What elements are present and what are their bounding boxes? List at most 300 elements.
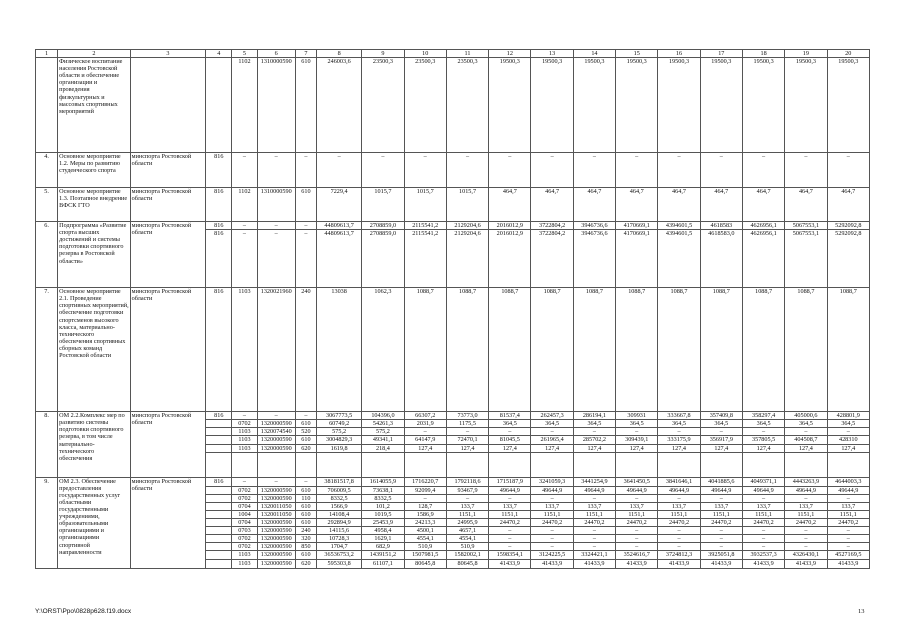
grbs-code-cell: 816 bbox=[206, 230, 232, 288]
section-code-cell: 1103 bbox=[232, 288, 257, 412]
responsible-executor-cell bbox=[130, 58, 206, 153]
amount-cell: 133,7 bbox=[446, 502, 488, 510]
table-row bbox=[36, 477, 870, 486]
amount-cell: 41433,9 bbox=[785, 560, 827, 569]
column-header: 10 bbox=[404, 50, 446, 58]
amount-cell: – bbox=[827, 543, 869, 551]
expense-type-code-cell: 110 bbox=[295, 494, 316, 502]
column-header: 17 bbox=[700, 50, 742, 58]
target-article-code-cell: 1320000590 bbox=[257, 560, 295, 569]
amount-cell: 24470,2 bbox=[531, 519, 573, 527]
expense-type-code-cell: 610 bbox=[295, 502, 316, 510]
amount-cell bbox=[316, 452, 361, 477]
program-name-cell: Физическое воспитание населения Ростовской области и обеспечение организации и проведения физкультурных и массовых спортивных мероприятий bbox=[58, 58, 131, 153]
amount-cell: – bbox=[489, 527, 531, 535]
amount-cell: – bbox=[616, 543, 658, 551]
amount-cell: 13038 bbox=[316, 288, 361, 412]
expense-type-code-cell: 520 bbox=[295, 428, 316, 436]
amount-cell: 133,7 bbox=[700, 502, 742, 510]
amount-cell: 19500,3 bbox=[785, 58, 827, 153]
amount-cell: 24470,2 bbox=[827, 519, 869, 527]
target-article-code-cell: 1320000590 bbox=[257, 519, 295, 527]
amount-cell: – bbox=[700, 494, 742, 502]
amount-cell: 510,9 bbox=[404, 543, 446, 551]
expense-type-code-cell: 240 bbox=[295, 527, 316, 535]
amount-cell: 61107,1 bbox=[362, 560, 404, 569]
amount-cell: 49644,9 bbox=[531, 486, 573, 494]
expense-type-code-cell: 240 bbox=[295, 288, 316, 412]
amount-cell: 358297,4 bbox=[742, 412, 784, 420]
section-code-cell: 0703 bbox=[232, 527, 257, 535]
amount-cell: 54261,3 bbox=[362, 420, 404, 428]
amount-cell: 133,7 bbox=[573, 502, 615, 510]
amount-cell: 133,7 bbox=[616, 502, 658, 510]
amount-cell: – bbox=[827, 494, 869, 502]
amount-cell: 1586,9 bbox=[404, 510, 446, 518]
target-article-code-cell: 1310000590 bbox=[257, 58, 295, 153]
amount-cell: 4326430,1 bbox=[785, 551, 827, 560]
section-code-cell: 1103 bbox=[232, 551, 257, 560]
amount-cell: 262457,3 bbox=[531, 412, 573, 420]
amount-cell: 464,7 bbox=[658, 188, 700, 222]
amount-cell: 595303,8 bbox=[316, 560, 361, 569]
amount-cell: 1088,7 bbox=[573, 288, 615, 412]
amount-cell: 1175,5 bbox=[446, 420, 488, 428]
amount-cell: 101,2 bbox=[362, 502, 404, 510]
amount-cell: 81537,4 bbox=[489, 412, 531, 420]
amount-cell: 1792118,6 bbox=[446, 477, 488, 486]
program-name-cell: Подпрограмма «Развитие спорта высших достижений и системы подготовки спортивного резерва в Ростовской области» bbox=[58, 222, 131, 288]
amount-cell: – bbox=[827, 428, 869, 436]
section-code-cell: – bbox=[232, 230, 257, 288]
amount-cell: 19500,3 bbox=[489, 58, 531, 153]
column-header: 19 bbox=[785, 50, 827, 58]
amount-cell: 41433,9 bbox=[573, 560, 615, 569]
grbs-code-cell bbox=[206, 519, 232, 527]
amount-cell: 73773,0 bbox=[446, 412, 488, 420]
amount-cell: 5067553,1 bbox=[785, 230, 827, 288]
responsible-executor-cell: минспорта Ростовской области bbox=[130, 288, 206, 412]
amount-cell: – bbox=[489, 535, 531, 543]
amount-cell: 2708859,0 bbox=[362, 230, 404, 288]
expense-type-code-cell: 610 bbox=[295, 486, 316, 494]
amount-cell: 127,4 bbox=[742, 444, 784, 452]
column-header: 4 bbox=[206, 50, 232, 58]
amount-cell: 1151,1 bbox=[446, 510, 488, 518]
program-name-cell: ОМ 2.2.Комплекс мер по развитию системы подготовки спортивного резерва, в том числе материально-технического обеспечения bbox=[58, 412, 131, 477]
amount-cell: – bbox=[531, 535, 573, 543]
column-header: 8 bbox=[316, 50, 361, 58]
amount-cell: 1088,7 bbox=[700, 288, 742, 412]
amount-cell: 1088,7 bbox=[785, 288, 827, 412]
amount-cell: 133,7 bbox=[742, 502, 784, 510]
expense-type-code-cell: 610 bbox=[295, 510, 316, 518]
amount-cell: 682,9 bbox=[362, 543, 404, 551]
amount-cell: – bbox=[573, 543, 615, 551]
amount-cell: 49644,9 bbox=[489, 486, 531, 494]
program-name-cell: Основное мероприятие 1.3. Поэтапное внедрение ВФСК ГТО bbox=[58, 188, 131, 222]
section-code-cell: 1103 bbox=[232, 428, 257, 436]
column-header: 20 bbox=[827, 50, 869, 58]
amount-cell: 333667,8 bbox=[658, 412, 700, 420]
amount-cell: – bbox=[658, 527, 700, 535]
grbs-code-cell bbox=[206, 58, 232, 153]
amount-cell: 80645,8 bbox=[404, 560, 446, 569]
amount-cell: 292894,9 bbox=[316, 519, 361, 527]
grbs-code-cell bbox=[206, 486, 232, 494]
amount-cell: 2129204,6 bbox=[446, 230, 488, 288]
amount-cell: – bbox=[531, 428, 573, 436]
amount-cell: 1088,7 bbox=[489, 288, 531, 412]
amount-cell: 133,7 bbox=[658, 502, 700, 510]
amount-cell: 356917,9 bbox=[700, 436, 742, 444]
amount-cell: 4618583,0 bbox=[700, 230, 742, 288]
amount-cell: 3722804,2 bbox=[531, 222, 573, 230]
amount-cell: 1439151,2 bbox=[362, 551, 404, 560]
amount-cell: – bbox=[742, 527, 784, 535]
amount-cell: 464,7 bbox=[489, 188, 531, 222]
amount-cell: 19500,3 bbox=[531, 58, 573, 153]
column-header: 1 bbox=[36, 50, 58, 58]
amount-cell: 41433,9 bbox=[700, 560, 742, 569]
amount-cell: – bbox=[489, 153, 531, 188]
section-code-cell: 1102 bbox=[232, 58, 257, 153]
grbs-code-cell bbox=[206, 510, 232, 518]
expense-type-code-cell: 610 bbox=[295, 551, 316, 560]
amount-cell: 23500,3 bbox=[404, 58, 446, 153]
amount-cell: – bbox=[616, 494, 658, 502]
section-code-cell: – bbox=[232, 153, 257, 188]
amount-cell: 24995,9 bbox=[446, 519, 488, 527]
amount-cell: 93467,9 bbox=[446, 486, 488, 494]
target-article-code-cell: 1320000590 bbox=[257, 543, 295, 551]
amount-cell: 510,9 bbox=[446, 543, 488, 551]
row-number-cell: 9. bbox=[36, 477, 58, 569]
amount-cell: 4170669,1 bbox=[616, 230, 658, 288]
grbs-code-cell bbox=[206, 436, 232, 444]
amount-cell: 19500,3 bbox=[700, 58, 742, 153]
target-article-code-cell: 1320000590 bbox=[257, 444, 295, 452]
amount-cell bbox=[742, 452, 784, 477]
amount-cell: – bbox=[742, 153, 784, 188]
program-name-cell: ОМ 2.3. Обеспечение предоставления государственных услуг областными государственными учреждениями, образовательными организациями и организациями спортивной направленности bbox=[58, 477, 131, 569]
amount-cell: 309439,1 bbox=[616, 436, 658, 444]
amount-cell: 285702,2 bbox=[573, 436, 615, 444]
amount-cell: 2016012,9 bbox=[489, 230, 531, 288]
amount-cell: 3932537,3 bbox=[742, 551, 784, 560]
target-article-code-cell: – bbox=[257, 412, 295, 420]
budget-table bbox=[35, 49, 870, 569]
amount-cell: 73638,1 bbox=[362, 486, 404, 494]
amount-cell: 4958,4 bbox=[362, 527, 404, 535]
responsible-executor-cell: минспорта Ростовской области bbox=[130, 222, 206, 288]
amount-cell: 19500,3 bbox=[658, 58, 700, 153]
amount-cell: 4554,1 bbox=[446, 535, 488, 543]
target-article-code-cell: 1320000590 bbox=[257, 551, 295, 560]
amount-cell: – bbox=[785, 535, 827, 543]
amount-cell: 49644,9 bbox=[700, 486, 742, 494]
amount-cell: 4644003,3 bbox=[827, 477, 869, 486]
amount-cell: 128,7 bbox=[404, 502, 446, 510]
amount-cell: 1507981,5 bbox=[404, 551, 446, 560]
grbs-code-cell bbox=[206, 535, 232, 543]
amount-cell: 3524616,7 bbox=[616, 551, 658, 560]
amount-cell: 127,4 bbox=[489, 444, 531, 452]
responsible-executor-cell: минспорта Ростовской области bbox=[130, 477, 206, 569]
amount-cell: – bbox=[700, 543, 742, 551]
section-code-cell: 0702 bbox=[232, 486, 257, 494]
amount-cell: 309931 bbox=[616, 412, 658, 420]
amount-cell: – bbox=[616, 428, 658, 436]
amount-cell: 5067553,1 bbox=[785, 222, 827, 230]
expense-type-code-cell: 320 bbox=[295, 535, 316, 543]
amount-cell: 5292092,8 bbox=[827, 222, 869, 230]
amount-cell: – bbox=[531, 494, 573, 502]
amount-cell: – bbox=[404, 494, 446, 502]
amount-cell: 49644,9 bbox=[616, 486, 658, 494]
column-header: 9 bbox=[362, 50, 404, 58]
amount-cell: 14115,6 bbox=[316, 527, 361, 535]
amount-cell: – bbox=[742, 535, 784, 543]
expense-type-code-cell: – bbox=[295, 230, 316, 288]
expense-type-code-cell: – bbox=[295, 222, 316, 230]
expense-type-code-cell: 610 bbox=[295, 420, 316, 428]
amount-cell: 41433,9 bbox=[742, 560, 784, 569]
amount-cell: 3441254,9 bbox=[573, 477, 615, 486]
amount-cell: 1151,1 bbox=[658, 510, 700, 518]
amount-cell: 24470,2 bbox=[742, 519, 784, 527]
amount-cell: 72470,1 bbox=[446, 436, 488, 444]
grbs-code-cell: 816 bbox=[206, 477, 232, 486]
amount-cell: 2115541,2 bbox=[404, 222, 446, 230]
amount-cell: 127,4 bbox=[446, 444, 488, 452]
program-name-cell: Основное мероприятие 1.2. Меры по развитию студенческого спорта bbox=[58, 153, 131, 188]
amount-cell bbox=[658, 452, 700, 477]
amount-cell bbox=[700, 452, 742, 477]
amount-cell: 1088,7 bbox=[742, 288, 784, 412]
responsible-executor-cell: минспорта Ростовской области bbox=[130, 188, 206, 222]
grbs-code-cell: 816 bbox=[206, 153, 232, 188]
target-article-code-cell: 1320000590 bbox=[257, 494, 295, 502]
amount-cell: 25453,9 bbox=[362, 519, 404, 527]
amount-cell: 464,7 bbox=[531, 188, 573, 222]
amount-cell: – bbox=[404, 153, 446, 188]
amount-cell: – bbox=[489, 494, 531, 502]
amount-cell: – bbox=[446, 428, 488, 436]
amount-cell: – bbox=[362, 153, 404, 188]
amount-cell: 1629,1 bbox=[362, 535, 404, 543]
amount-cell: 364,5 bbox=[573, 420, 615, 428]
amount-cell: 364,5 bbox=[700, 420, 742, 428]
expense-type-code-cell: – bbox=[295, 477, 316, 486]
amount-cell: – bbox=[573, 527, 615, 535]
amount-cell: 261965,4 bbox=[531, 436, 573, 444]
amount-cell: – bbox=[573, 494, 615, 502]
amount-cell: – bbox=[785, 494, 827, 502]
row-number-cell: 8. bbox=[36, 412, 58, 477]
page-number: 13 bbox=[858, 608, 865, 615]
amount-cell: – bbox=[573, 428, 615, 436]
amount-cell bbox=[785, 452, 827, 477]
amount-cell: 24470,2 bbox=[658, 519, 700, 527]
expense-type-code-cell: 610 bbox=[295, 188, 316, 222]
target-article-code-cell: – bbox=[257, 222, 295, 230]
amount-cell bbox=[446, 452, 488, 477]
table-row bbox=[36, 188, 870, 222]
amount-cell: 49644,9 bbox=[827, 486, 869, 494]
amount-cell: 364,5 bbox=[489, 420, 531, 428]
amount-cell: 24470,2 bbox=[616, 519, 658, 527]
amount-cell: 4049371,1 bbox=[742, 477, 784, 486]
row-number-cell bbox=[36, 58, 58, 153]
grbs-code-cell: 816 bbox=[206, 288, 232, 412]
grbs-code-cell bbox=[206, 444, 232, 452]
expense-type-code-cell: 620 bbox=[295, 444, 316, 452]
section-code-cell: – bbox=[232, 222, 257, 230]
amount-cell: 4657,1 bbox=[446, 527, 488, 535]
amount-cell: – bbox=[489, 428, 531, 436]
amount-cell: 81045,5 bbox=[489, 436, 531, 444]
amount-cell: 464,7 bbox=[700, 188, 742, 222]
column-header: 13 bbox=[531, 50, 573, 58]
amount-cell: – bbox=[446, 153, 488, 188]
amount-cell: 3925051,8 bbox=[700, 551, 742, 560]
column-header: 11 bbox=[446, 50, 488, 58]
amount-cell: 127,4 bbox=[827, 444, 869, 452]
amount-cell: 1598354,1 bbox=[489, 551, 531, 560]
amount-cell: 4394601,5 bbox=[658, 230, 700, 288]
section-code-cell: 1103 bbox=[232, 444, 257, 452]
amount-cell bbox=[489, 452, 531, 477]
section-code-cell: – bbox=[232, 477, 257, 486]
table-row bbox=[36, 153, 870, 188]
grbs-code-cell bbox=[206, 502, 232, 510]
section-code-cell: 1102 bbox=[232, 188, 257, 222]
amount-cell: 428310 bbox=[827, 436, 869, 444]
amount-cell: – bbox=[531, 543, 573, 551]
amount-cell: 23500,3 bbox=[362, 58, 404, 153]
section-code-cell: 1004 bbox=[232, 510, 257, 518]
amount-cell: 2031,9 bbox=[404, 420, 446, 428]
amount-cell: – bbox=[785, 428, 827, 436]
target-article-code-cell: 1320000590 bbox=[257, 535, 295, 543]
target-article-code-cell: 1320000590 bbox=[257, 486, 295, 494]
column-header: 18 bbox=[742, 50, 784, 58]
amount-cell bbox=[362, 452, 404, 477]
expense-type-code-cell: 850 bbox=[295, 543, 316, 551]
amount-cell: 127,4 bbox=[785, 444, 827, 452]
grbs-code-cell bbox=[206, 551, 232, 560]
target-article-code-cell: 1320000590 bbox=[257, 527, 295, 535]
amount-cell: 4618583 bbox=[700, 222, 742, 230]
column-header: 2 bbox=[58, 50, 131, 58]
column-header: 12 bbox=[489, 50, 531, 58]
amount-cell: 8332,5 bbox=[362, 494, 404, 502]
amount-cell: 1015,7 bbox=[362, 188, 404, 222]
amount-cell: 3641450,5 bbox=[616, 477, 658, 486]
amount-cell: 41433,9 bbox=[827, 560, 869, 569]
amount-cell: – bbox=[827, 153, 869, 188]
amount-cell: – bbox=[700, 153, 742, 188]
amount-cell: 49644,9 bbox=[785, 486, 827, 494]
responsible-executor-cell: минспорта Ростовской области bbox=[130, 153, 206, 188]
amount-cell: – bbox=[316, 153, 361, 188]
amount-cell: 1704,7 bbox=[316, 543, 361, 551]
amount-cell: 41433,9 bbox=[616, 560, 658, 569]
grbs-code-cell: 816 bbox=[206, 222, 232, 230]
amount-cell: 428801,9 bbox=[827, 412, 869, 420]
amount-cell: 4170669,1 bbox=[616, 222, 658, 230]
target-article-code-cell bbox=[257, 452, 295, 477]
grbs-code-cell bbox=[206, 560, 232, 569]
expense-type-code-cell: 610 bbox=[295, 519, 316, 527]
amount-cell: 24470,2 bbox=[573, 519, 615, 527]
amount-cell: – bbox=[658, 428, 700, 436]
amount-cell: 4500,1 bbox=[404, 527, 446, 535]
column-header: 5 bbox=[232, 50, 257, 58]
amount-cell: 19500,3 bbox=[616, 58, 658, 153]
amount-cell: 49644,9 bbox=[658, 486, 700, 494]
amount-cell: 1151,1 bbox=[700, 510, 742, 518]
amount-cell: – bbox=[573, 535, 615, 543]
amount-cell: – bbox=[616, 527, 658, 535]
amount-cell: – bbox=[742, 543, 784, 551]
amount-cell: 3841646,1 bbox=[658, 477, 700, 486]
amount-cell: 1614055,9 bbox=[362, 477, 404, 486]
amount-cell: 23500,3 bbox=[446, 58, 488, 153]
amount-cell: 464,7 bbox=[785, 188, 827, 222]
amount-cell: 1062,3 bbox=[362, 288, 404, 412]
expense-type-code-cell: – bbox=[295, 412, 316, 420]
grbs-code-cell bbox=[206, 452, 232, 477]
amount-cell: 19500,3 bbox=[827, 58, 869, 153]
amount-cell: 92099,4 bbox=[404, 486, 446, 494]
expense-type-code-cell: – bbox=[295, 153, 316, 188]
amount-cell: 80645,8 bbox=[446, 560, 488, 569]
grbs-code-cell bbox=[206, 543, 232, 551]
amount-cell bbox=[616, 452, 658, 477]
section-code-cell bbox=[232, 452, 257, 477]
amount-cell: – bbox=[742, 494, 784, 502]
amount-cell: 1151,1 bbox=[827, 510, 869, 518]
amount-cell: 286194,1 bbox=[573, 412, 615, 420]
amount-cell: 4041885,6 bbox=[700, 477, 742, 486]
amount-cell: 464,7 bbox=[742, 188, 784, 222]
section-code-cell: 0704 bbox=[232, 502, 257, 510]
amount-cell: 3324421,1 bbox=[573, 551, 615, 560]
amount-cell: 133,7 bbox=[489, 502, 531, 510]
amount-cell: 3724812,3 bbox=[658, 551, 700, 560]
target-article-code-cell: 1320000590 bbox=[257, 420, 295, 428]
amount-cell: 246003,6 bbox=[316, 58, 361, 153]
amount-cell: 464,7 bbox=[616, 188, 658, 222]
amount-cell: 1088,7 bbox=[658, 288, 700, 412]
grbs-code-cell: 816 bbox=[206, 188, 232, 222]
amount-cell: 364,5 bbox=[785, 420, 827, 428]
row-number-cell: 6. bbox=[36, 222, 58, 288]
amount-cell: – bbox=[531, 527, 573, 535]
amount-cell: 8332,5 bbox=[316, 494, 361, 502]
amount-cell: 19500,3 bbox=[573, 58, 615, 153]
amount-cell: 1619,8 bbox=[316, 444, 361, 452]
amount-cell: 127,4 bbox=[616, 444, 658, 452]
amount-cell: 1582002,1 bbox=[446, 551, 488, 560]
expense-type-code-cell: 610 bbox=[295, 436, 316, 444]
amount-cell: 2115541,2 bbox=[404, 230, 446, 288]
amount-cell: 3067773,5 bbox=[316, 412, 361, 420]
table-row bbox=[36, 222, 870, 230]
amount-cell: – bbox=[404, 428, 446, 436]
